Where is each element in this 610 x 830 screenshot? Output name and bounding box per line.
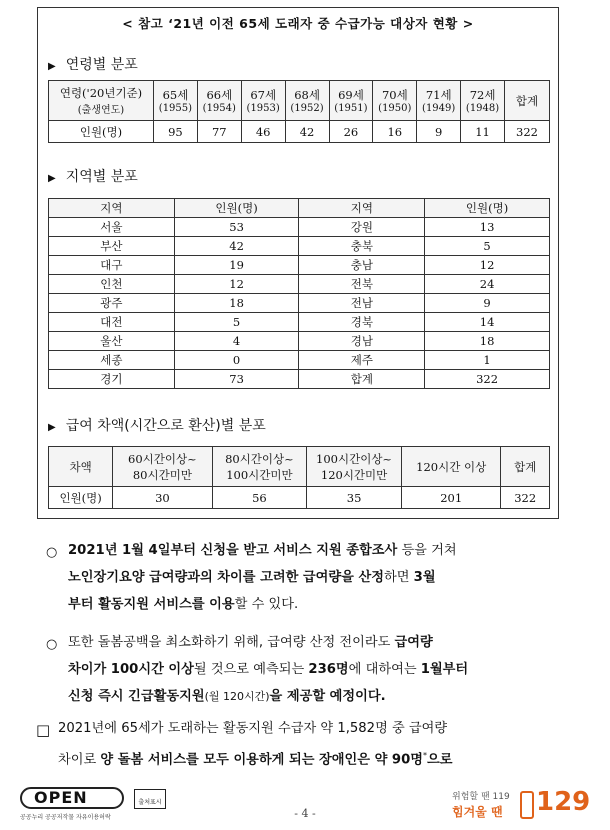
age-col xyxy=(373,81,417,121)
age-label: 69세 xyxy=(338,88,364,102)
gap-col-line: 120시간미만 xyxy=(320,467,388,482)
region-count: 53 xyxy=(174,218,299,237)
para3-line1: 2021년에 65세가 도래하는 활동지원 수급자 약 1,582명 중 급여량 xyxy=(58,721,448,736)
gap-col-line: 60시간이상~ xyxy=(128,451,197,466)
year-label: (1950) xyxy=(378,103,412,114)
age-col xyxy=(461,81,505,121)
region-name: 부산 xyxy=(49,237,175,256)
age-total-value: 322 xyxy=(505,121,550,143)
para2-bold-1: 급여량 xyxy=(394,635,433,650)
attribution-badge: 출처표시 xyxy=(134,789,166,809)
square-bullet: □ xyxy=(36,721,51,739)
section-age-label: 연령별 분포 xyxy=(65,57,138,73)
region-name: 제주 xyxy=(299,351,425,370)
triangle-bullet-icon: ▶ xyxy=(48,173,56,184)
para3-line2 xyxy=(58,742,588,773)
region-count: 13 xyxy=(425,218,550,237)
para2-bold-3: 236명 xyxy=(308,662,349,677)
region-count: 5 xyxy=(425,237,550,256)
para2-text-1: 또한 돌봄공백을 최소화하기 위해, 급여량 산정 전이라도 xyxy=(68,635,395,650)
gap-col: 120시간 이상 xyxy=(401,447,501,487)
hotline-number: 129 xyxy=(536,787,591,817)
region-name: 대전 xyxy=(49,313,175,332)
age-total-head: 합계 xyxy=(505,81,550,121)
section-region-heading xyxy=(48,166,138,186)
gap-value: 30 xyxy=(113,487,212,509)
region-name: 충북 xyxy=(299,237,425,256)
section-gap-label: 급여 차액(시간으로 환산)별 분포 xyxy=(65,418,266,434)
circle-bullet: ○ xyxy=(46,545,58,560)
open-logo-subtitle: 공공누리 공공저작물 자유이용허락 xyxy=(20,814,111,821)
open-logo-text: OPEN xyxy=(34,788,88,807)
paragraph-3 xyxy=(58,715,588,773)
para2-line1 xyxy=(68,629,583,656)
age-label: 66세 xyxy=(206,88,233,102)
box-title: < 참고 ‘21년 이전 65세 도래자 중 수급가능 대상자 현황 > xyxy=(122,16,474,31)
para1-bold-4: 부터 활동지원 서비스를 이용 xyxy=(68,597,235,612)
region-count: 9 xyxy=(425,294,550,313)
year-label: (1952) xyxy=(290,103,324,114)
para1-bold-2: 노인장기요양 급여량과의 차이를 고려한 급여량을 산정 xyxy=(68,570,384,585)
year-label: (1948) xyxy=(465,103,500,114)
para2-line3 xyxy=(68,683,583,710)
section-age-heading xyxy=(48,54,138,74)
age-col xyxy=(417,81,461,121)
para1-text-2: 하면 xyxy=(383,570,414,585)
gap-value: 56 xyxy=(212,487,307,509)
region-count: 18 xyxy=(425,332,550,351)
gap-total-value: 322 xyxy=(501,487,550,509)
para1-text-3: 할 수 있다. xyxy=(234,597,299,612)
region-name: 전북 xyxy=(299,275,425,294)
gap-value: 35 xyxy=(307,487,402,509)
para2-line2 xyxy=(68,656,583,683)
gap-value: 201 xyxy=(401,487,501,509)
age-value: 46 xyxy=(241,121,285,143)
region-count: 322 xyxy=(425,370,550,389)
age-table xyxy=(48,80,550,143)
age-label: 65세 xyxy=(162,88,189,102)
region-name: 전남 xyxy=(299,294,425,313)
gap-col-line: 80시간이상~ xyxy=(225,451,294,466)
region-name: 경북 xyxy=(299,313,425,332)
age-head-cell xyxy=(49,81,154,121)
triangle-bullet-icon: ▶ xyxy=(48,422,56,433)
region-name: 세종 xyxy=(49,351,175,370)
hotline-top-text: 위험할 땐 119 xyxy=(452,792,510,802)
table-row xyxy=(49,237,550,256)
year-label: (1949) xyxy=(422,103,456,114)
table-row xyxy=(49,332,550,351)
region-table xyxy=(48,198,550,389)
para1-bold-1: 2021년 1월 4일부터 신청을 받고 서비스 지원 종합조사 xyxy=(68,543,398,558)
para1-bold-3: 3월 xyxy=(413,570,436,585)
para2-bold-6: 을 제공할 예정이다. xyxy=(269,689,386,704)
region-count: 19 xyxy=(174,256,299,275)
age-label: 67세 xyxy=(250,88,277,102)
region-count: 18 xyxy=(174,294,299,313)
age-value: 95 xyxy=(154,121,198,143)
region-count: 42 xyxy=(174,237,299,256)
table-row xyxy=(49,294,550,313)
age-value: 11 xyxy=(461,121,505,143)
region-name: 합계 xyxy=(299,370,425,389)
age-head-sub: (출생연도) xyxy=(77,105,125,116)
table-row xyxy=(49,256,550,275)
age-value: 26 xyxy=(329,121,373,143)
table-row xyxy=(49,275,550,294)
age-label: 70세 xyxy=(381,88,408,102)
age-col xyxy=(285,81,329,121)
age-col xyxy=(154,81,198,121)
para2-bold-4: 1월부터 xyxy=(420,662,469,677)
year-label: (1954) xyxy=(202,103,236,114)
region-name: 경남 xyxy=(299,332,425,351)
section-gap-heading xyxy=(48,415,266,435)
gap-col xyxy=(307,447,402,487)
region-count: 14 xyxy=(425,313,550,332)
para3-text-2: 차이로 xyxy=(58,752,101,768)
region-name: 강원 xyxy=(299,218,425,237)
circle-bullet: ○ xyxy=(46,637,58,652)
age-value: 42 xyxy=(285,121,329,143)
gap-col-line: 100시간이상~ xyxy=(316,451,393,466)
para1-text-1: 등을 거쳐 xyxy=(397,543,457,558)
region-count: 4 xyxy=(174,332,299,351)
count-head: 인원(명) xyxy=(174,199,299,218)
gap-head-label: 차액 xyxy=(49,447,113,487)
region-name: 광주 xyxy=(49,294,175,313)
region-name: 서울 xyxy=(49,218,175,237)
para2-bold-5: 신청 즉시 긴급활동지원 xyxy=(68,689,205,704)
region-count: 12 xyxy=(425,256,550,275)
paragraph-2 xyxy=(68,629,583,710)
gap-row-label: 인원(명) xyxy=(49,487,113,509)
table-row xyxy=(49,218,550,237)
age-label: 72세 xyxy=(469,88,496,102)
region-count: 73 xyxy=(174,370,299,389)
count-head: 인원(명) xyxy=(425,199,550,218)
table-row xyxy=(49,351,550,370)
age-row-label: 인원(명) xyxy=(49,121,154,143)
region-head: 지역 xyxy=(299,199,425,218)
region-count: 0 xyxy=(174,351,299,370)
year-label: (1955) xyxy=(158,103,193,114)
region-name: 인천 xyxy=(49,275,175,294)
para3-bold-2: 으로 xyxy=(427,752,453,768)
hotline-logo xyxy=(452,787,592,825)
region-name: 충남 xyxy=(299,256,425,275)
page-number: - 4 - xyxy=(294,807,316,820)
table-row xyxy=(49,370,550,389)
para2-text-2: 될 것으로 예측되는 xyxy=(193,662,309,677)
region-name: 대구 xyxy=(49,256,175,275)
paragraph-1 xyxy=(68,537,583,618)
table-row xyxy=(49,313,550,332)
age-label: 68세 xyxy=(294,88,320,102)
age-value: 9 xyxy=(417,121,461,143)
region-name: 경기 xyxy=(49,370,175,389)
age-col xyxy=(241,81,285,121)
region-count: 24 xyxy=(425,275,550,294)
para2-text-3: 에 대하여는 xyxy=(348,662,421,677)
region-count: 1 xyxy=(425,351,550,370)
triangle-bullet-icon: ▶ xyxy=(48,61,56,72)
year-label: (1951) xyxy=(334,103,368,114)
gap-col xyxy=(113,447,212,487)
age-head-label: 연령('20년기준) xyxy=(59,86,143,100)
region-head: 지역 xyxy=(49,199,175,218)
hotline-bottom-text: 힘겨울 땐 xyxy=(452,805,503,819)
region-count: 12 xyxy=(174,275,299,294)
para1-line3 xyxy=(68,591,583,618)
reference-box xyxy=(37,7,559,519)
para1-line2 xyxy=(68,564,583,591)
gap-col xyxy=(212,447,307,487)
gap-col-line: 100시간미만 xyxy=(226,467,293,482)
region-count: 5 xyxy=(174,313,299,332)
section-region-label: 지역별 분포 xyxy=(65,169,138,185)
gap-table xyxy=(48,446,550,509)
para3-footnote-mark: * xyxy=(423,751,428,760)
age-col xyxy=(329,81,373,121)
age-col xyxy=(197,81,241,121)
para3-bold-1: 양 돌봄 서비스를 모두 이용하게 되는 장애인은 약 90명 xyxy=(100,752,424,768)
age-label: 71세 xyxy=(425,88,452,102)
year-label: (1953) xyxy=(246,103,280,114)
gap-col-line: 80시간미만 xyxy=(132,467,192,482)
gap-total-head: 합계 xyxy=(501,447,550,487)
para2-text-4: (월 120시간) xyxy=(204,690,270,703)
age-value: 16 xyxy=(373,121,417,143)
para1-line1 xyxy=(68,537,583,564)
region-name: 울산 xyxy=(49,332,175,351)
phone-icon xyxy=(520,791,534,819)
age-value: 77 xyxy=(197,121,241,143)
para2-bold-2: 차이가 100시간 이상 xyxy=(68,662,194,677)
